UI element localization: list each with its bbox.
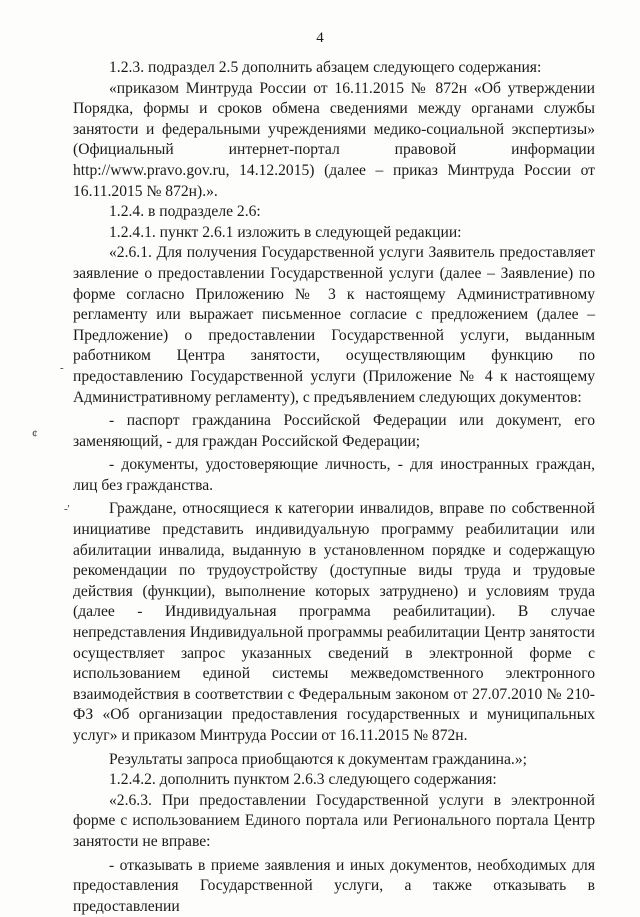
paragraph: - отказывать в приеме заявления и иных документов, необходимых для предоставления Государственной услуги, а также отказывать в предоставлении: [73, 856, 595, 915]
paragraph: 1.2.3. подраздел 2.5 дополнить абзацем следующего содержания:: [109, 59, 542, 76]
paragraph: - паспорт гражданина Российской Федерации или документ, его заменяющий, - для граждан Российской Федерации;: [73, 412, 595, 450]
margin-mark: ¢: [32, 428, 38, 440]
paragraph: 1.2.4. в подразделе 2.6:: [109, 203, 261, 221]
paragraph: «2.6.3. При предоставлении Государственной услуги в электронной форме с использованием Единого портала или Регионального портала Центр занятости не вправе:: [73, 791, 595, 850]
margin-mark: -': [64, 503, 70, 515]
document-body: [73, 58, 595, 917]
paragraph: «2.6.1. Для получения Государственной услуги Заявитель предоставляет заявление о предоставлении Государственной услуги (далее – Заявление) по форме согласно Приложению № 3 к настоящему Административному регламенту или выражает письменное согласие с предложением (далее – Предложение) о предоставлении Государственной услуги, выданным работником Центра занятости, осуществляющим функцию по предоставлению Государственной услуги (Приложение № 4 к настоящему Административному регламенту), с предъявлением следующих документов:: [73, 244, 595, 406]
paragraph: 1.2.4.1. пункт 2.6.1 изложить в следующей редакции:: [109, 223, 462, 241]
paragraph: Граждане, относящиеся к категории инвалидов, вправе по собственной инициативе представить индивидуальную программу реабилитации или абилитации инвалида, выданную в установленном порядке и содержащую рекомендации по трудоустройству (доступные виды труда и трудовые действия (функции), выполнение которых затруднено) и условиям труда (далее - Индивидуальная программа реабилитации). В случае непредставления Индивидуальной программы реабилитации Центр занятости осуществляет запрос указанных сведений в электронной форме с использованием единой системы межведомственного электронного взаимодействия в соответствии с Федеральным законом от 27.07.2010 № 210-ФЗ «Об организации предоставления государственных и муниципальных услуг» и приказом Минтруда России от 16.11.2015 № 872н.: [73, 500, 595, 744]
page-number: 4: [316, 30, 324, 46]
paragraph: Результаты запроса приобщаются к документам гражданина.»;: [109, 750, 527, 768]
paragraph: «приказом Минтруда России от 16.11.2015 № 872н «Об утверждении Порядка, формы и сроков обмена сведениями между органами службы занятости и федеральными учреждениями медико-социальной экспертизы» (Официальный интернет-портал правовой информации http://www.pravo.gov.ru, 14.12.2015) (далее – приказ Минтруда России от 16.11.2015 № 872н).».: [73, 79, 595, 200]
margin-mark: -: [60, 362, 64, 374]
paragraph: - документы, удостоверяющие личность, - для иностранных граждан, лиц без гражданства.: [73, 456, 595, 494]
paragraph: 1.2.4.2. дополнить пунктом 2.6.3 следующего содержания:: [109, 771, 497, 789]
